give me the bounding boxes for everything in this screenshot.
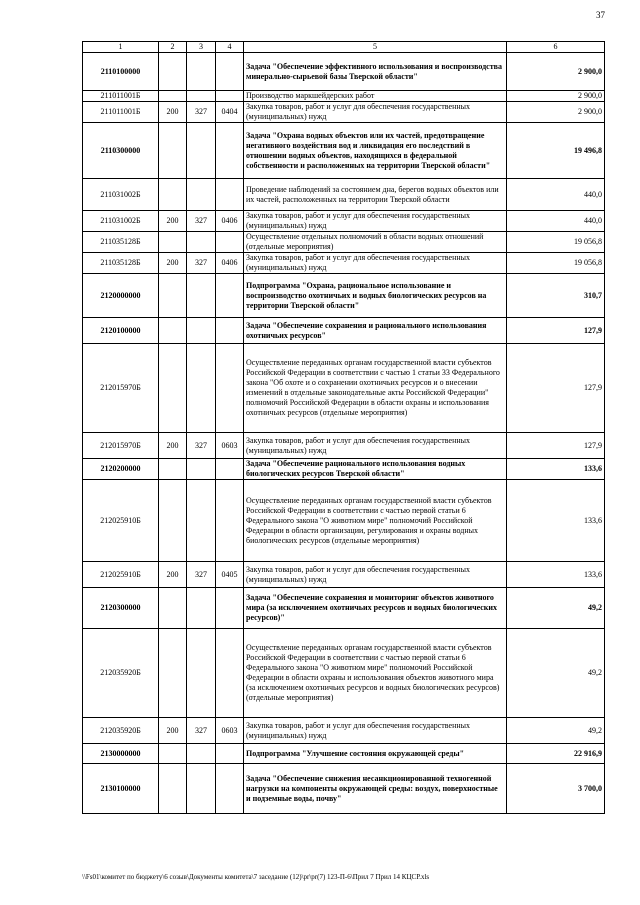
- row-amount: 49,2: [507, 588, 605, 629]
- row-section: [159, 480, 187, 562]
- row-section: 200: [159, 211, 187, 232]
- row-amount: 19 056,8: [507, 232, 605, 253]
- row-ministry: 327: [187, 211, 216, 232]
- row-ministry: [187, 179, 216, 211]
- row-ministry: 327: [187, 718, 216, 744]
- row-description: Задача "Охрана водных объектов или их частей, предотвращение негативного воздействия вод и ликвидация его последствий в отношении водных объектов, находящихся в федеральной собственности и расположенных на территории Тверской области": [244, 123, 507, 179]
- row-code: 2120100000: [83, 318, 159, 344]
- row-amount: 3 700,0: [507, 764, 605, 814]
- row-description: Осуществление отдельных полномочий в области водных отношений (отдельные мероприятия): [244, 232, 507, 253]
- row-subsection: [216, 232, 244, 253]
- row-code: 211031002Б: [83, 211, 159, 232]
- row-description: Задача "Обеспечение снижения несанкционированной техногенной нагрузки на компоненты окружающей среды: воздух, поверхностные и подземные воды, почву": [244, 764, 507, 814]
- row-code: 2110300000: [83, 123, 159, 179]
- row-ministry: [187, 274, 216, 318]
- column-header: 6: [507, 42, 605, 53]
- row-subsection: 0603: [216, 718, 244, 744]
- row-section: [159, 318, 187, 344]
- row-code: 2120300000: [83, 588, 159, 629]
- row-amount: 2 900,0: [507, 53, 605, 91]
- row-amount: 2 900,0: [507, 91, 605, 102]
- row-section: [159, 764, 187, 814]
- row-subsection: [216, 629, 244, 718]
- row-section: [159, 274, 187, 318]
- row-code: 2130000000: [83, 744, 159, 764]
- row-code: 211011001Б: [83, 91, 159, 102]
- column-header: 5: [244, 42, 507, 53]
- row-amount: 19 496,8: [507, 123, 605, 179]
- table-row: [83, 274, 605, 318]
- row-ministry: 327: [187, 253, 216, 274]
- row-subsection: [216, 764, 244, 814]
- row-amount: 49,2: [507, 718, 605, 744]
- table-row: [83, 102, 605, 123]
- row-ministry: [187, 123, 216, 179]
- row-section: 200: [159, 433, 187, 459]
- row-ministry: [187, 588, 216, 629]
- row-section: 200: [159, 253, 187, 274]
- row-description: Производство маркшейдерских работ: [244, 91, 507, 102]
- row-section: [159, 53, 187, 91]
- column-header: 2: [159, 42, 187, 53]
- row-code: 212035920Б: [83, 718, 159, 744]
- row-amount: 22 916,9: [507, 744, 605, 764]
- row-section: [159, 91, 187, 102]
- table-row: [83, 344, 605, 433]
- row-subsection: [216, 588, 244, 629]
- row-code: 211035128Б: [83, 253, 159, 274]
- row-subsection: 0405: [216, 562, 244, 588]
- row-ministry: 327: [187, 562, 216, 588]
- row-description: Осуществление переданных органам государственной власти субъектов Российской Федерации в соответствии с частью первой статьи 6 Федерального закона "О животном мире" полномочий Российской Федерации в области охраны и использования объектов животного мира (за исключением охотничьих ресурсов и водных биологических ресурсов) (отдельные мероприятия): [244, 629, 507, 718]
- row-subsection: 0603: [216, 433, 244, 459]
- row-subsection: [216, 91, 244, 102]
- row-section: [159, 232, 187, 253]
- row-section: [159, 344, 187, 433]
- table-row: [83, 253, 605, 274]
- row-description: Задача "Обеспечение рационального использования водных биологических ресурсов Тверской области": [244, 459, 507, 480]
- row-amount: 49,2: [507, 629, 605, 718]
- row-amount: 440,0: [507, 211, 605, 232]
- row-section: [159, 459, 187, 480]
- table-row: [83, 764, 605, 814]
- budget-table: [82, 41, 605, 814]
- column-header: 1: [83, 42, 159, 53]
- table-row: [83, 91, 605, 102]
- row-code: 212025910Б: [83, 480, 159, 562]
- row-code: 212015970Б: [83, 433, 159, 459]
- row-subsection: 0404: [216, 102, 244, 123]
- row-subsection: [216, 53, 244, 91]
- row-ministry: 327: [187, 102, 216, 123]
- row-code: 2110100000: [83, 53, 159, 91]
- table-row: [83, 588, 605, 629]
- table-row: [83, 123, 605, 179]
- row-section: [159, 629, 187, 718]
- row-subsection: [216, 744, 244, 764]
- row-code: 211011001Б: [83, 102, 159, 123]
- row-ministry: [187, 744, 216, 764]
- row-subsection: [216, 344, 244, 433]
- row-subsection: 0406: [216, 253, 244, 274]
- row-ministry: [187, 459, 216, 480]
- row-code: 211031002Б: [83, 179, 159, 211]
- row-subsection: [216, 123, 244, 179]
- table-row: [83, 433, 605, 459]
- row-subsection: 0406: [216, 211, 244, 232]
- row-ministry: [187, 764, 216, 814]
- row-ministry: 327: [187, 433, 216, 459]
- table-row: [83, 53, 605, 91]
- row-amount: 133,6: [507, 480, 605, 562]
- row-description: Закупка товаров, работ и услуг для обеспечения государственных (муниципальных) нужд: [244, 211, 507, 232]
- row-description: Закупка товаров, работ и услуг для обеспечения государственных (муниципальных) нужд: [244, 253, 507, 274]
- row-ministry: [187, 344, 216, 433]
- table-row: [83, 480, 605, 562]
- page-number: 37: [596, 10, 605, 20]
- row-description: Закупка товаров, работ и услуг для обеспечения государственных (муниципальных) нужд: [244, 562, 507, 588]
- row-code: 212035920Б: [83, 629, 159, 718]
- row-amount: 19 056,8: [507, 253, 605, 274]
- column-header: 3: [187, 42, 216, 53]
- table-row: [83, 629, 605, 718]
- table-row: [83, 179, 605, 211]
- row-amount: 440,0: [507, 179, 605, 211]
- row-amount: 127,9: [507, 318, 605, 344]
- row-subsection: [216, 179, 244, 211]
- row-ministry: [187, 91, 216, 102]
- row-section: 200: [159, 102, 187, 123]
- row-description: Осуществление переданных органам государственной власти субъектов Российской Федерации в соответствии с частью первой статьи 6 Федерального закона "О животном мире" полномочий Российской Федерации в области организации, регулирования и охраны водных биологических ресурсов (отдельные мероприятия): [244, 480, 507, 562]
- row-code: 212015970Б: [83, 344, 159, 433]
- row-section: [159, 744, 187, 764]
- row-subsection: [216, 274, 244, 318]
- row-description: Закупка товаров, работ и услуг для обеспечения государственных (муниципальных) нужд: [244, 718, 507, 744]
- row-description: Подпрограмма "Улучшение состояния окружающей среды": [244, 744, 507, 764]
- row-subsection: [216, 459, 244, 480]
- row-amount: 2 900,0: [507, 102, 605, 123]
- table-row: [83, 459, 605, 480]
- row-subsection: [216, 480, 244, 562]
- row-section: [159, 179, 187, 211]
- row-code: 2130100000: [83, 764, 159, 814]
- row-code: 211035128Б: [83, 232, 159, 253]
- row-code: 2120200000: [83, 459, 159, 480]
- row-amount: 133,6: [507, 562, 605, 588]
- table-row: [83, 318, 605, 344]
- row-ministry: [187, 232, 216, 253]
- table-row: [83, 718, 605, 744]
- row-description: Задача "Обеспечение сохранения и мониторинг объектов животного мира (за исключением охотничьих ресурсов и водных биологических ресурсов)": [244, 588, 507, 629]
- row-amount: 133,6: [507, 459, 605, 480]
- row-section: [159, 123, 187, 179]
- row-amount: 310,7: [507, 274, 605, 318]
- row-subsection: [216, 318, 244, 344]
- row-amount: 127,9: [507, 344, 605, 433]
- row-ministry: [187, 318, 216, 344]
- row-description: Закупка товаров, работ и услуг для обеспечения государственных (муниципальных) нужд: [244, 102, 507, 123]
- row-description: Подпрограмма "Охрана, рациональное использование и воспроизводство охотничьих и водных биологических ресурсов на территории Тверской области": [244, 274, 507, 318]
- table-header-row: [83, 42, 605, 53]
- row-description: Задача "Обеспечение сохранения и рационального использования охотничьих ресурсов": [244, 318, 507, 344]
- table-row: [83, 211, 605, 232]
- row-ministry: [187, 53, 216, 91]
- row-description: Проведение наблюдений за состоянием дна, берегов водных объектов или их частей, расположенных на территории Тверской области: [244, 179, 507, 211]
- row-section: [159, 588, 187, 629]
- row-amount: 127,9: [507, 433, 605, 459]
- row-description: Задача "Обеспечение эффективного использования и воспроизводства минерально-сырьевой базы Тверской области": [244, 53, 507, 91]
- footer-file-path: \\Fs01\комитет по бюджету\6 созыв\Документы комитета\7 заседание (12)\pr\pr(7) 123-П-6\Прил 7 Прил 14 КЦСР.xls: [82, 873, 430, 881]
- row-ministry: [187, 480, 216, 562]
- row-section: 200: [159, 718, 187, 744]
- row-code: 212025910Б: [83, 562, 159, 588]
- table-row: [83, 232, 605, 253]
- row-description: Осуществление переданных органам государственной власти субъектов Российской Федерации в соответствии с частью 1 статьи 33 Федерального закона "Об охоте и о сохранении охотничьих ресурсов и о внесении изменений в отдельные законодательные акты Российской Федерации" полномочий Российской Федерации в области охраны и использования охотничьих ресурсов (отдельные мероприятия): [244, 344, 507, 433]
- row-ministry: [187, 629, 216, 718]
- row-code: 2120000000: [83, 274, 159, 318]
- table-row: [83, 744, 605, 764]
- table-row: [83, 562, 605, 588]
- row-description: Закупка товаров, работ и услуг для обеспечения государственных (муниципальных) нужд: [244, 433, 507, 459]
- row-section: 200: [159, 562, 187, 588]
- column-header: 4: [216, 42, 244, 53]
